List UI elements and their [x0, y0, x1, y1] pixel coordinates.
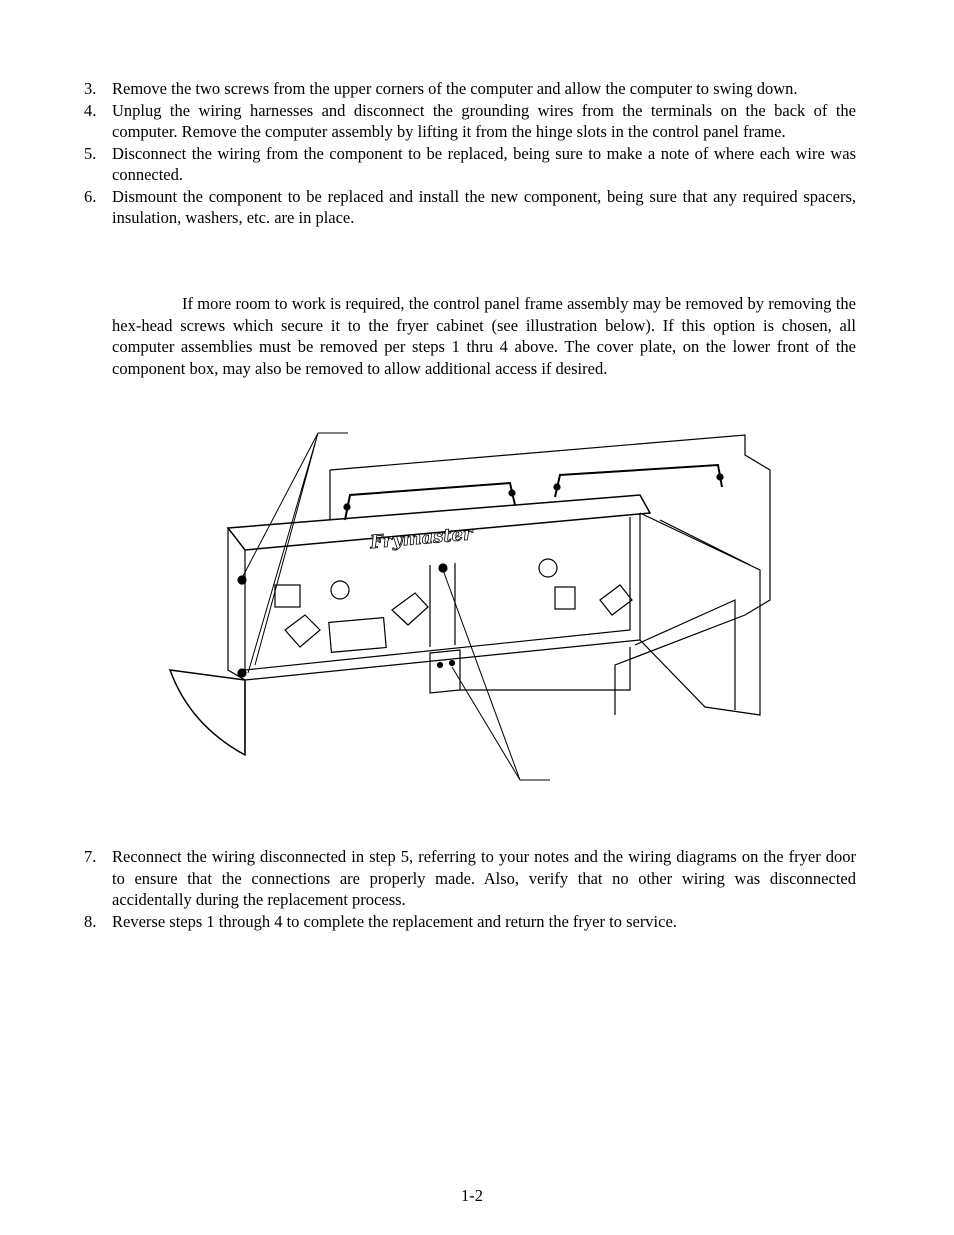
- step-text: Reconnect the wiring disconnected in step 5, referring to your notes and the wiring diagrams on the fryer door to ensure that the connections are properly made. Also, verify that no other wiring was disconnected accidentally during the replacement process.: [112, 847, 856, 909]
- step-text: Reverse steps 1 through 4 to complete the replacement and return the fryer to service.: [112, 911, 677, 931]
- leader-lines-left: [242, 433, 348, 673]
- step-item: [84, 78, 856, 100]
- open-door: [170, 670, 245, 755]
- side-panel: [640, 513, 760, 715]
- step-text: Disconnect the wiring from the component to be replaced, being sure to make a note of where each wire was connected.: [112, 143, 856, 184]
- lower-side: [635, 600, 735, 710]
- frymaster-logo: Frymaster: [369, 523, 474, 554]
- step-item: [84, 186, 856, 229]
- steps-list-after: [84, 846, 856, 932]
- panel-divider: [430, 563, 455, 647]
- leader-lines-center: [443, 570, 550, 780]
- step-number: 6.: [84, 186, 97, 206]
- steps-list-before: [84, 78, 856, 229]
- step-text: Unplug the wiring harnesses and disconnect the grounding wires from the terminals on the back of the computer. Remove the computer assembly by lifting it from the hinge slots in the control panel frame.: [112, 100, 856, 141]
- step-item: [84, 143, 856, 186]
- cover-plate: [430, 650, 460, 693]
- control-panel-illustration: [160, 425, 780, 795]
- step-text: Remove the two screws from the upper corners of the computer and allow the computer to swing down.: [112, 79, 798, 98]
- step-number: 5.: [84, 143, 97, 163]
- step-item: [84, 100, 856, 143]
- step-text: Dismount the component to be replaced and install the new component, being sure that any required spacers, insulation, washers, etc. are in place.: [112, 186, 856, 227]
- side-panel-inner: [660, 520, 750, 565]
- step-number: 8.: [84, 911, 97, 931]
- step-number: 4.: [84, 100, 97, 120]
- step-number: 3.: [84, 79, 97, 98]
- back-panel: [330, 435, 770, 715]
- step-item: [84, 911, 856, 933]
- right-handle: [555, 465, 722, 497]
- left-handle: [345, 483, 515, 520]
- page-number: 1-2: [461, 1186, 483, 1205]
- note-paragraph: If more room to work is required, the control panel frame assembly may be removed by removing the hex-head screws which secure it to the fryer cabinet (see illustration below). If this option is chosen, all computer assemblies must be removed per steps 1 thru 4 above. The cover plate, on the lower front of the component box, may also be removed to allow additional access if desired.: [112, 294, 856, 378]
- step-item: [84, 846, 856, 911]
- step-number: 7.: [84, 847, 97, 866]
